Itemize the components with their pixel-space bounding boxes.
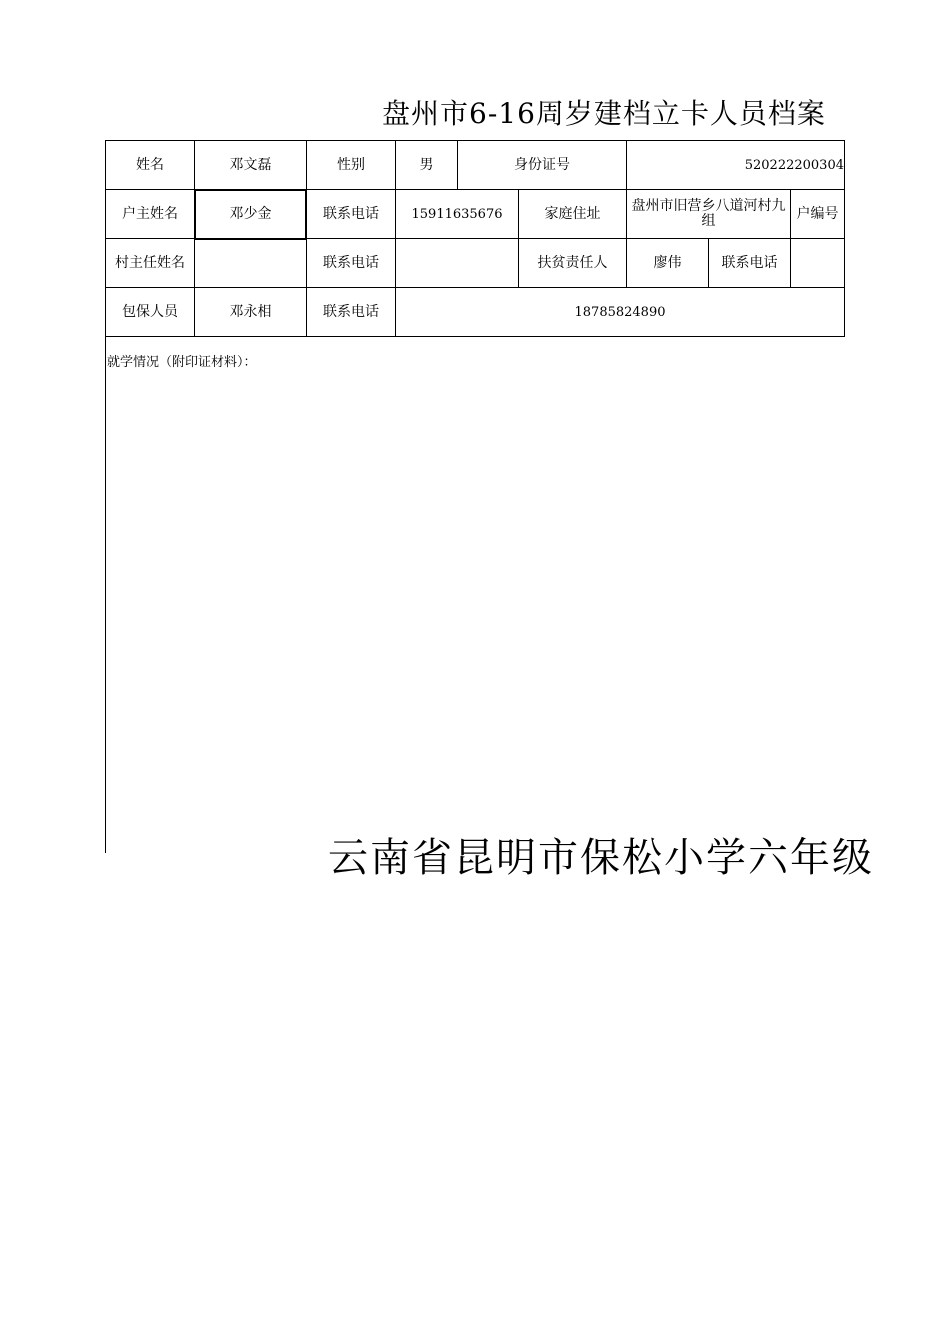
guarantor-phone-label: 联系电话 xyxy=(323,303,379,320)
village-head-phone-value[interactable] xyxy=(396,239,518,287)
gender-label: 性别 xyxy=(337,156,365,173)
name-label: 姓名 xyxy=(136,156,164,173)
id-number-value[interactable]: 520222200304 xyxy=(744,157,844,173)
guarantor-phone-value[interactable]: 18785824890 xyxy=(574,304,666,320)
household-phone-label: 联系电话 xyxy=(323,205,379,222)
id-number-label: 身份证号 xyxy=(514,156,570,173)
village-head-value[interactable] xyxy=(195,239,306,287)
page-title: 盘州市6-16周岁建档立卡人员档案 xyxy=(382,97,826,130)
household-phone-value[interactable]: 15911635676 xyxy=(411,206,503,222)
poverty-officer-value[interactable]: 廖伟 xyxy=(653,254,682,271)
village-head-phone-label: 联系电话 xyxy=(323,254,379,271)
home-address-value[interactable]: 盘州市旧营乡八道河村九组 xyxy=(631,198,786,229)
household-head-label: 户主姓名 xyxy=(122,205,178,222)
officer-phone-label: 联系电话 xyxy=(721,254,778,271)
active-cell-outline xyxy=(194,189,307,240)
officer-phone-value[interactable] xyxy=(791,239,844,287)
household-number-label: 户编号 xyxy=(796,205,839,222)
grid-line xyxy=(844,140,845,337)
name-value[interactable]: 邓文磊 xyxy=(229,156,272,173)
grid-line xyxy=(105,336,845,337)
guarantor-value[interactable]: 邓永相 xyxy=(229,303,272,320)
home-address-label: 家庭住址 xyxy=(544,205,601,222)
school-status-label: 就学情况（附印证材料）： xyxy=(107,355,257,370)
household-head-value[interactable]: 邓少金 xyxy=(229,205,272,222)
guarantor-label: 包保人员 xyxy=(122,303,178,320)
poverty-officer-label: 扶贫责任人 xyxy=(537,254,608,271)
school-status-content[interactable]: 云南省昆明市保松小学六年级 xyxy=(328,835,874,881)
village-head-label: 村主任姓名 xyxy=(115,254,185,271)
gender-value[interactable]: 男 xyxy=(419,156,434,173)
